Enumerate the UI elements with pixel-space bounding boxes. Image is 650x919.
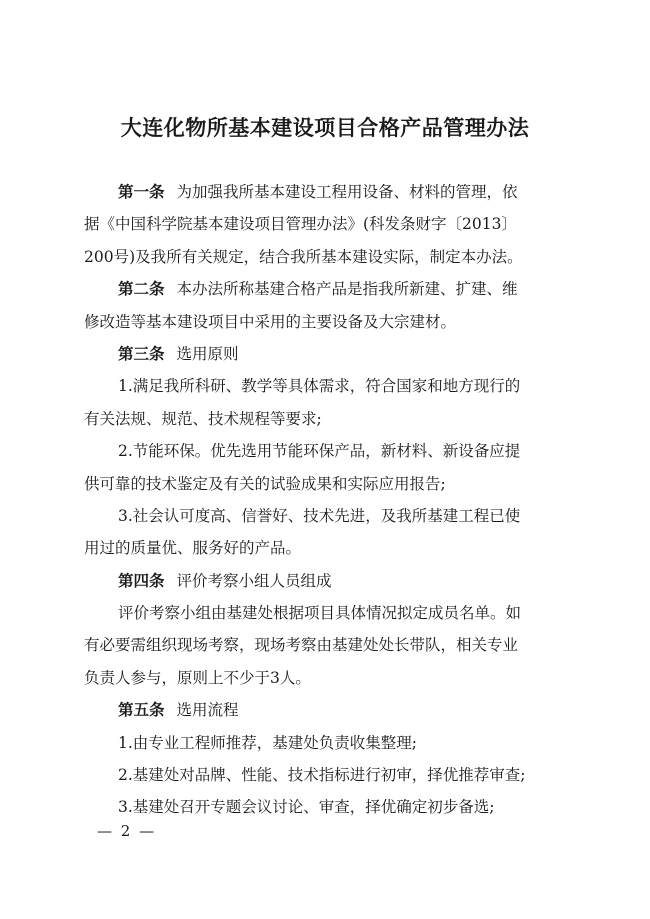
article-5-item-1: 1.由专业工程师推荐，基建处负责收集整理; — [118, 733, 418, 752]
document-body — [84, 176, 568, 824]
article-1-line-2: 据《中国科学院基本建设项目管理办法》(科发条财字〔2013〕 — [84, 215, 517, 234]
article-4-label: 第四条 — [118, 571, 165, 590]
article-3-heading: 选用原则 — [176, 344, 239, 363]
article-4-line-2: 有必要需组织现场考察，现场考察由基建处处长带队，相关专业 — [84, 636, 519, 655]
article-5-item-3: 3.基建处召开专题会议讨论、审查，择优确定初步备选; — [118, 798, 495, 817]
article-5-heading: 选用流程 — [176, 701, 239, 720]
article-4-heading-line — [84, 565, 568, 597]
article-2-line-2: 修改造等基本建设项目中采用的主要设备及大宗建材。 — [84, 312, 457, 331]
article-5-heading-line — [84, 694, 568, 726]
page-number: — 2 — — [97, 822, 157, 840]
article-3-item-1-line-2: 有关法规、规范、技术规程等要求; — [84, 409, 322, 428]
article-5-item-2: 2.基建处对品牌、性能、技术指标进行初审，择优推荐审查; — [118, 766, 526, 785]
article-3-heading-line — [84, 338, 568, 370]
article-2-text-1: 本办法所称基建合格产品是指我所新建、扩建、维 — [176, 280, 518, 299]
article-2-label: 第二条 — [118, 280, 165, 299]
article-3-item-2-line-2: 供可靠的技术鉴定及有关的试验成果和实际应用报告; — [84, 474, 446, 493]
article-1-line-3: 200号)及我所有关规定，结合我所基本建设实际，制定本办法。 — [84, 247, 523, 266]
document-title: 大连化物所基本建设项目合格产品管理办法 — [120, 116, 530, 140]
article-1-text-1: 为加强我所基本建设工程用设备、材料的管理，依 — [176, 183, 518, 201]
article-1-line-1 — [84, 176, 568, 208]
article-2-line-1 — [84, 273, 568, 305]
article-3-item-1-line-1: 1.满足我所科研、教学等具体需求，符合国家和地方现行的 — [118, 377, 521, 396]
article-3-label: 第三条 — [118, 344, 165, 363]
article-4-heading: 评价考察小组人员组成 — [176, 571, 332, 590]
article-3-item-3-line-1: 3.社会认可度高、信誉好、技术先进，及我所基建工程已使 — [118, 506, 521, 525]
article-1-label: 第一条 — [118, 183, 165, 201]
article-3-item-3-line-2: 用过的质量优、服务好的产品。 — [84, 539, 302, 558]
article-3-item-2-line-1: 2.节能环保。优先选用节能环保产品，新材料、新设备应提 — [118, 442, 521, 461]
article-5-label: 第五条 — [118, 701, 165, 720]
article-4-line-1: 评价考察小组由基建处根据项目具体情况拟定成员名单。如 — [118, 604, 522, 623]
article-4-line-3: 负责人参与，原则上不少于3人。 — [84, 668, 311, 687]
